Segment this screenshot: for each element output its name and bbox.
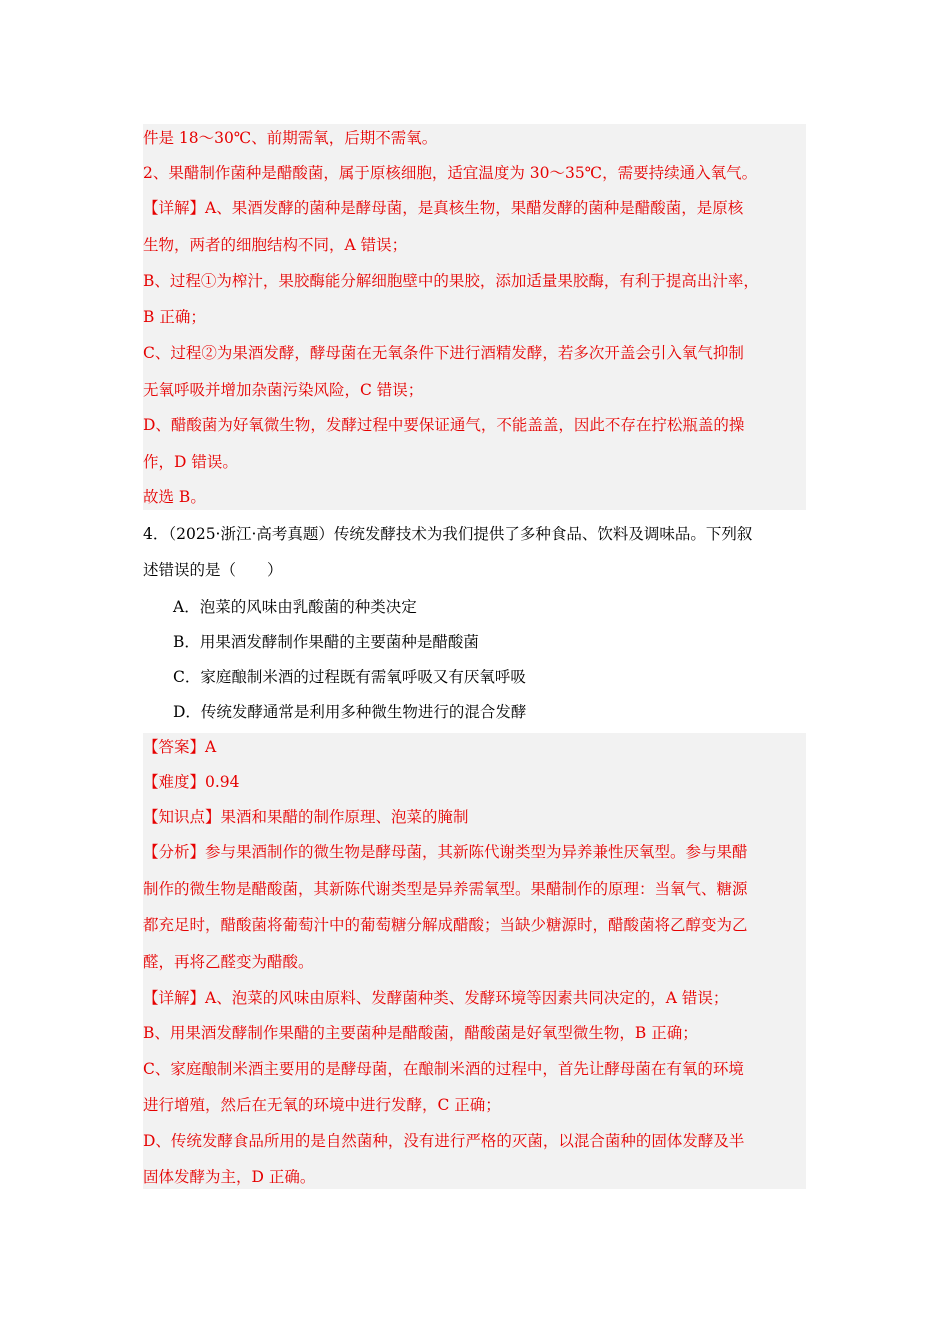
text-line: D、醋酸菌为好氧微生物，发酵过程中要保证通气，不能盖盖，因此不存在拧松瓶盖的操 bbox=[143, 416, 745, 434]
option-d: D．传统发酵通常是利用多种微生物进行的混合发酵 bbox=[173, 703, 527, 721]
detail-line: D、传统发酵食品所用的是自然菌种，没有进行严格的灭菌，以混合菌种的固体发酵及半 bbox=[143, 1132, 745, 1150]
text-line: 作，D 错误。 bbox=[143, 453, 238, 471]
detail-line: 固体发酵为主，D 正确。 bbox=[143, 1168, 316, 1186]
explanation-block-1 bbox=[143, 124, 806, 510]
difficulty-line: 【难度】0.94 bbox=[143, 773, 240, 791]
text-line: 【详解】A、果酒发酵的菌种是酵母菌，是真核生物，果醋发酵的菌种是醋酸菌，是原核 bbox=[143, 199, 744, 217]
text-line: B、过程①为榨汁，果胶酶能分解细胞壁中的果胶，添加适量果胶酶，有利于提高出汁率， bbox=[143, 272, 759, 290]
text-line: B 正确； bbox=[143, 308, 206, 326]
explanation-block-2 bbox=[143, 733, 806, 1189]
analysis-line: 【分析】参与果酒制作的微生物是酵母菌，其新陈代谢类型为异养兼性厌氧型。参与果醋 bbox=[143, 843, 748, 861]
text-line: 件是 18～30℃、前期需氧，后期不需氧。 bbox=[143, 129, 438, 147]
question-stem-continued: 述错误的是（ ） bbox=[143, 561, 283, 579]
analysis-line: 制作的微生物是醋酸菌，其新陈代谢类型是异养需氧型。果醋制作的原理：当氧气、糖源 bbox=[143, 880, 748, 898]
knowledge-point-line: 【知识点】果酒和果醋的制作原理、泡菜的腌制 bbox=[143, 808, 469, 826]
option-b: B．用果酒发酵制作果醋的主要菌种是醋酸菌 bbox=[173, 633, 479, 651]
detail-line: B、用果酒发酵制作果醋的主要菌种是醋酸菌，醋酸菌是好氧型微生物，B 正确； bbox=[143, 1024, 698, 1042]
text-line: C、过程②为果酒发酵，酵母菌在无氧条件下进行酒精发酵，若多次开盖会引入氧气抑制 bbox=[143, 344, 744, 362]
question-stem: 4．（2025·浙江·高考真题）传统发酵技术为我们提供了多种食品、饮料及调味品。下列叙 bbox=[143, 525, 753, 543]
analysis-line: 都充足时，醋酸菌将葡萄汁中的葡萄糖分解成醋酸；当缺少糖源时，醋酸菌将乙醇变为乙 bbox=[143, 916, 748, 934]
detail-line: C、家庭酿制米酒主要用的是酵母菌，在酿制米酒的过程中，首先让酵母菌在有氧的环境 bbox=[143, 1060, 744, 1078]
detail-line: 进行增殖，然后在无氧的环境中进行发酵，C 正确； bbox=[143, 1096, 501, 1114]
text-line: 生物，两者的细胞结构不同，A 错误； bbox=[143, 236, 408, 254]
option-a: A．泡菜的风味由乳酸菌的种类决定 bbox=[173, 598, 417, 616]
answer-line: 【答案】A bbox=[143, 738, 217, 756]
detail-line: 【详解】A、泡菜的风味由原料、发酵菌种类、发酵环境等因素共同决定的，A 错误； bbox=[143, 989, 729, 1007]
text-line: 故选 B。 bbox=[143, 488, 206, 506]
text-line: 无氧呼吸并增加杂菌污染风险，C 错误； bbox=[143, 381, 424, 399]
text-line: 2、果醋制作菌种是醋酸菌，属于原核细胞，适宜温度为 30～35℃，需要持续通入氧气。 bbox=[143, 164, 758, 182]
analysis-line: 醛，再将乙醛变为醋酸。 bbox=[143, 953, 314, 971]
option-c: C．家庭酿制米酒的过程既有需氧呼吸又有厌氧呼吸 bbox=[173, 668, 526, 686]
